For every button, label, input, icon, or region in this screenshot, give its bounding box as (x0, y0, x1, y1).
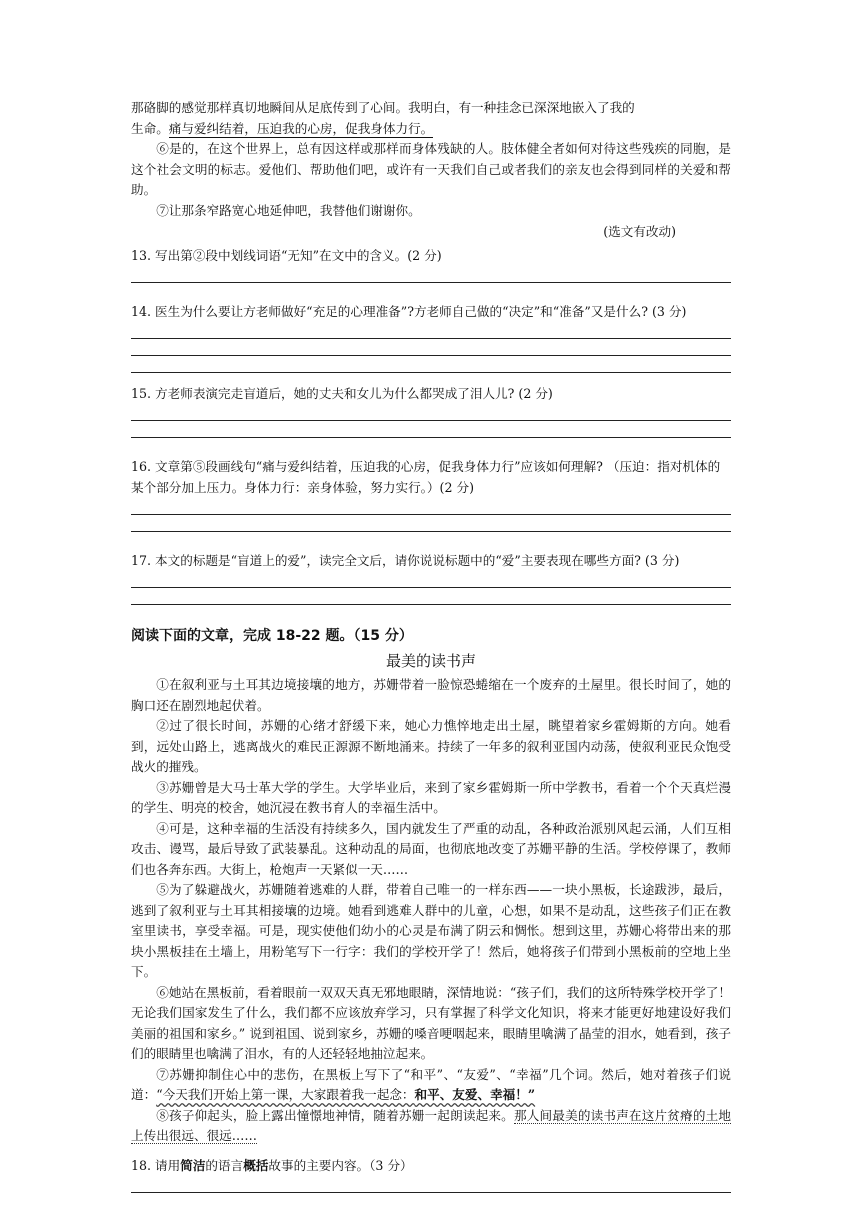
section-heading: 阅读下面的文章，完成 18-22 题。（15 分） (131, 628, 413, 644)
question-17: 17. 本文的标题是“盲道上的爱”，读完全文后，请你说说标题中的“爱”主要表现在哪些方面? (3 分) (131, 553, 680, 568)
q18-mid: 的语言 (205, 1157, 244, 1173)
question-18 (131, 1155, 731, 1176)
article-para8 (131, 1106, 731, 1147)
question-15: 15. 方老师表演完走盲道后，她的丈夫和女儿为什么都哭成了泪人儿? (2 分) (131, 386, 553, 401)
article-para7 (131, 1065, 731, 1106)
article-title: 最美的读书声 (385, 652, 476, 670)
answer-line (131, 1192, 731, 1193)
wavy-underlined-quote (156, 1087, 535, 1102)
q18-pre: 18. 请用 (131, 1157, 181, 1173)
article-para5: ⑤为了躲避战火，苏姗随着逃难的人群，带着自己唯一的一样东西——一块小黑板，长途跋涉，最后，逃到了叙利亚与土耳其相接壤的边境。她看到逃难人群中的儿童，心想，如果不是动乱，这些孩子们正在教室里读书，享受幸福。可是，现实使他们幼小的心灵是布满了阴云和惆怅。想到这里，苏姗心将带出来的那块小黑板挂在土墙上，用粉笔写下一行字：我们的学校开学了！然后，她将孩子们带到小黑板前的空地上坐下。 (131, 882, 731, 979)
article-para4: ④可是，这种幸福的生活没有持续多久，国内就发生了严重的动乱，各种政治派别风起云涌，人们互相攻击、谩骂，最后导致了武装暴乱。这种动乱的局面，也彻底地改变了苏姗平静的生活。学校停课了，教师们也各奔东西。大街上，枪炮声一天紧似一天…… (131, 820, 731, 877)
question-16: 16. 文章第⑤段画线句“痛与爱纠结着，压迫我的心房，促我身体力行”应该如何理解? （压迫：指对机体的某个部分加上压力。身体力行：亲身体验，努力实行。）(2 分) (131, 459, 721, 495)
passage1-para7: ⑦让那条窄路宽心地延伸吧，我替他们谢谢你。 (156, 202, 421, 218)
article-para6: ⑥她站在黑板前，看着眼前一双双天真无邪地眼睛，深情地说：“孩子们，我们的这所特殊学校开学了！无论我们国家发生了什么，我们都不应该放弃学习，只有掌握了科学文化知识，将来才能更好地建设好我们美丽的祖国和家乡。” 说到祖国、说到家乡，苏姗的嗓音哽咽起来，眼睛里噙满了晶莹的泪水，她看到，孩子们的眼睛里也噙满了泪水，有的人还轻轻地抽泣起来。 (131, 984, 731, 1061)
article-para1: ①在叙利亚与土耳其边境接壤的地方，苏姗带着一脸惊恐蜷缩在一个废弃的土屋里。很长时间了，她的胸口还在剧烈地起伏着。 (131, 677, 731, 713)
para7-quote-a: “今天我们开始上第一课，大家跟着我一起念： (156, 1087, 415, 1102)
passage1-line-b (131, 119, 731, 140)
para8-plain: ⑧孩子仰起头，脸上露出憧憬地神情，随着苏姗一起朗读起来。 (156, 1107, 514, 1123)
passage1-line-a: 那硌脚的感觉那样真切地瞬间从足底传到了心间。我明白，有一种挂念已深深地嵌入了我的 (131, 100, 635, 115)
passage1-para6: ⑥是的，在这个世界上，总有因这样或那样而身体残缺的人。肢体健全者如何对待这些残疾的同胞，是这个社会文明的标志。爱他们、帮助他们吧，或许有一天我们自己或者我们的亲友也会得到同样的关爱和帮助。 (131, 141, 731, 197)
dotted-underlined-a: 那人间最美的读书声在 (513, 1107, 642, 1123)
q18-post: 故事的主要内容。（3 分） (268, 1157, 413, 1173)
passage1-line-b-plain: 生命。 (131, 120, 169, 136)
source-note: (选文有改动) (603, 224, 676, 239)
q18-bold-1: 简洁 (180, 1157, 206, 1173)
article-para3: ③苏姗曾是大马士革大学的学生。大学毕业后，来到了家乡霍姆斯一所中学教书，看着一个个天真烂漫的学生、明亮的校舍，她沉浸在教书育人的幸福生活中。 (131, 779, 731, 815)
article-para2: ②过了很长时间，苏姗的心绪才舒缓下来，她心力憔悴地走出土屋，眺望着家乡霍姆斯的方向。她看到，远处山路上，逃离战火的难民正源源不断地涌来。持续了一年多的叙利亚国内动荡，使叙利亚民众饱受战火的摧残。 (131, 718, 731, 774)
underlined-sentence: 痛与爱纠结着，压迫我的心房，促我身体力行。 (168, 120, 434, 136)
para7-plain: ⑦苏姗抑制住心中的悲伤，在黑板上写下了“和平”、“友爱”、“幸福”几个词。然后，她对着孩子们说道： (131, 1066, 731, 1102)
question-13: 13. 写出第②段中划线词语“无知”在文中的含义。(2 分) (131, 248, 442, 263)
dotted-underlined-b: 这片贫瘠的土地上传出很远、很远…… (131, 1107, 732, 1143)
q18-bold-2: 概括 (243, 1157, 269, 1173)
document-page (131, 98, 731, 1193)
question-14: 14. 医生为什么要让方老师做好“充足的心理准备”?方老师自己做的“决定”和“准备”又是什么? (3 分) (131, 304, 687, 319)
answer-line (131, 604, 731, 605)
para7-quote-b: 和平、友爱、幸福！” (414, 1087, 536, 1102)
